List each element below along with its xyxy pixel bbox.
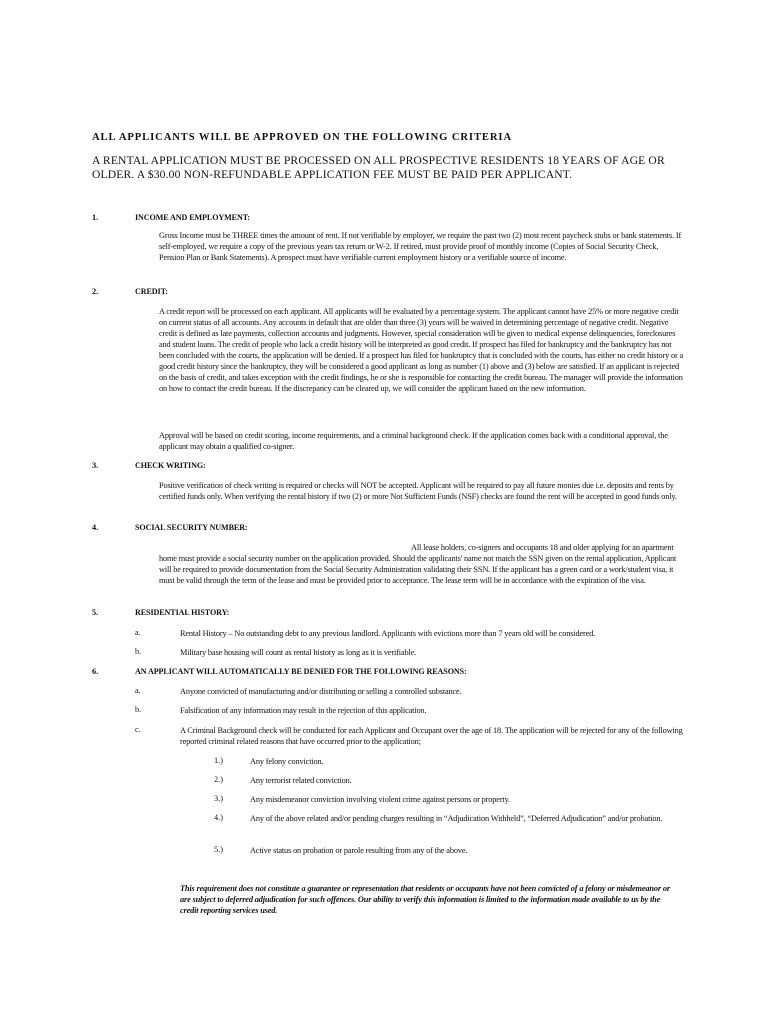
item-letter: b. <box>135 705 142 714</box>
item-text: Falsification of any information may result in the rejection of this application. <box>180 706 427 715</box>
section-title: CREDIT: <box>135 287 168 296</box>
sub-item-number: 5.) <box>214 845 223 854</box>
page-heading: ALL APPLICANTS WILL BE APPROVED ON THE FOLLOWING CRITERIA <box>92 132 512 143</box>
section-title: RESIDENTIAL HISTORY: <box>135 608 230 617</box>
section-number: 1. <box>92 213 99 222</box>
item-letter: a. <box>135 686 141 695</box>
item-text: Anyone convicted of manufacturing and/or distributing or selling a controlled substance. <box>180 687 462 696</box>
item-text: A Criminal Background check will be conducted for each Applicant and Occupant over the age of 18. The application will be rejected for any of the following reported criminal related reasons that have occurred prior to the application; <box>180 726 683 746</box>
section-title: SOCIAL SECURITY NUMBER: <box>135 523 248 532</box>
item-letter: c. <box>135 725 141 734</box>
section-number: 5. <box>92 608 99 617</box>
sub-item-number: 3.) <box>214 794 223 803</box>
sub-item-text: Active status on probation or parole resulting from any of the above. <box>250 846 468 855</box>
sub-item-text: Any felony conviction. <box>250 757 324 766</box>
section-paragraph: Approval will be based on credit scoring, income requirements, and a criminal background check. If the application comes back with a conditional approval, the applicant may obtain a qualified co-signer. <box>159 431 668 451</box>
section-number: 4. <box>92 523 99 532</box>
section-number: 6. <box>92 667 99 676</box>
sub-item-text: Any terrorist related conviction. <box>250 776 352 785</box>
section-title: INCOME AND EMPLOYMENT: <box>135 213 251 222</box>
section-paragraph: Positive verification of check writing is required or checks will NOT be accepted. Applicant will be required to pay all future monies due i.e. deposits and rents by certified funds only. When verifying the rental history if two (2) or more Not Sufficient Funds (NSF) checks are found the rent will be accepted in good funds only. <box>159 481 677 501</box>
section-paragraph: A credit report will be processed on each applicant. All applicants will be evaluated by a percentage system. The applicant cannot have 25% or more negative credit on current status of all accounts. Any accounts in default that are older than three (3) years will be waived in determining percentage of negative credit. Negative credit is defined as late payments, collection accounts and judgments. However, special consideration will be given to medical expense delinquencies, foreclosures and student loans. The credit of people who lack a credit history will be interpreted as good credit. If prospect has filed for bankruptcy and the bankruptcy has not been concluded with the courts, the application will be denied. If a prospect has filed for bankruptcy that is concluded with the courts, has either no credit history or a good credit history since the bankruptcy, they will be considered a good applicant as long as number (1) above and (3) below are satisfied. If an applicant is rejected on the basis of credit, and takes exception with the credit findings, he or she is responsible for contacting the credit bureau. The manager will provide the information on how to contact the credit bureau. If the discrepancy can be cleared up, we will consider the applicant based on the new information. <box>159 307 684 393</box>
item-letter: b. <box>135 647 142 656</box>
item-letter: a. <box>135 628 141 637</box>
page-subheading: A RENTAL APPLICATION MUST BE PROCESSED ON ALL PROSPECTIVE RESIDENTS 18 YEARS OF AGE OR OLDER. A $30.00 NON-REFUNDABLE APPLICATION FEE MUST BE PAID PER APPLICANT. <box>92 154 665 181</box>
section-title: AN APPLICANT WILL AUTOMATICALLY BE DENIED FOR THE FOLLOWING REASONS: <box>135 667 467 676</box>
item-text: Rental History – No outstanding debt to any previous landlord. Applicants with evictions more than 7 years old will be considered. <box>180 629 596 638</box>
sub-item-text: Any of the above related and/or pending charges resulting in “Adjudication Withheld”, “Deferred Adjudication” and/or probation. <box>250 814 663 823</box>
item-text: Military base housing will count as rental history as long as it is verifiable. <box>180 648 417 657</box>
section-number: 3. <box>92 461 99 470</box>
section-number: 2. <box>92 287 99 296</box>
section-paragraph: All lease holders, co-signers and occupants 18 and older applying for an apartment home must provide a social security number on the application provided. Should the applicants' name not match the SSN given on the rental application, Applicant will be required to provide documentation from the Social Security Administration validating their SSN. If the applicant has a green card or a work/student visa, it must be valid through the term of the lease and must be provided prior to acceptance. The lease term will be in accordance with the expiration of the visa. <box>159 543 677 585</box>
disclaimer-text: This requirement does not constitute a guarantee or representation that residents or occupants have not been convicted of a felony or misdemeanor or are subject to deferred adjudication for such offences. Our ability to verify this information is limited to the information made available to us by the credit reporting services used. <box>180 884 670 915</box>
sub-item-text: Any misdemeanor conviction involving violent crime against persons or property. <box>250 795 510 804</box>
sub-item-number: 2.) <box>214 775 223 784</box>
section-title: CHECK WRITING: <box>135 461 206 470</box>
section-paragraph: Gross Income must be THREE times the amount of rent. If not verifiable by employer, we require the past two (2) most recent paycheck stubs or bank statements. If self-employed, we require a copy of the previous years tax return or W-2. If retired, must provide proof of monthly income (Copies of Social Security Check, Pension Plan or Bank Statements). A prospect must have verifiable current employment history or a verifiable source of income. <box>159 231 682 262</box>
sub-item-number: 1.) <box>214 756 223 765</box>
sub-item-number: 4.) <box>214 813 223 822</box>
